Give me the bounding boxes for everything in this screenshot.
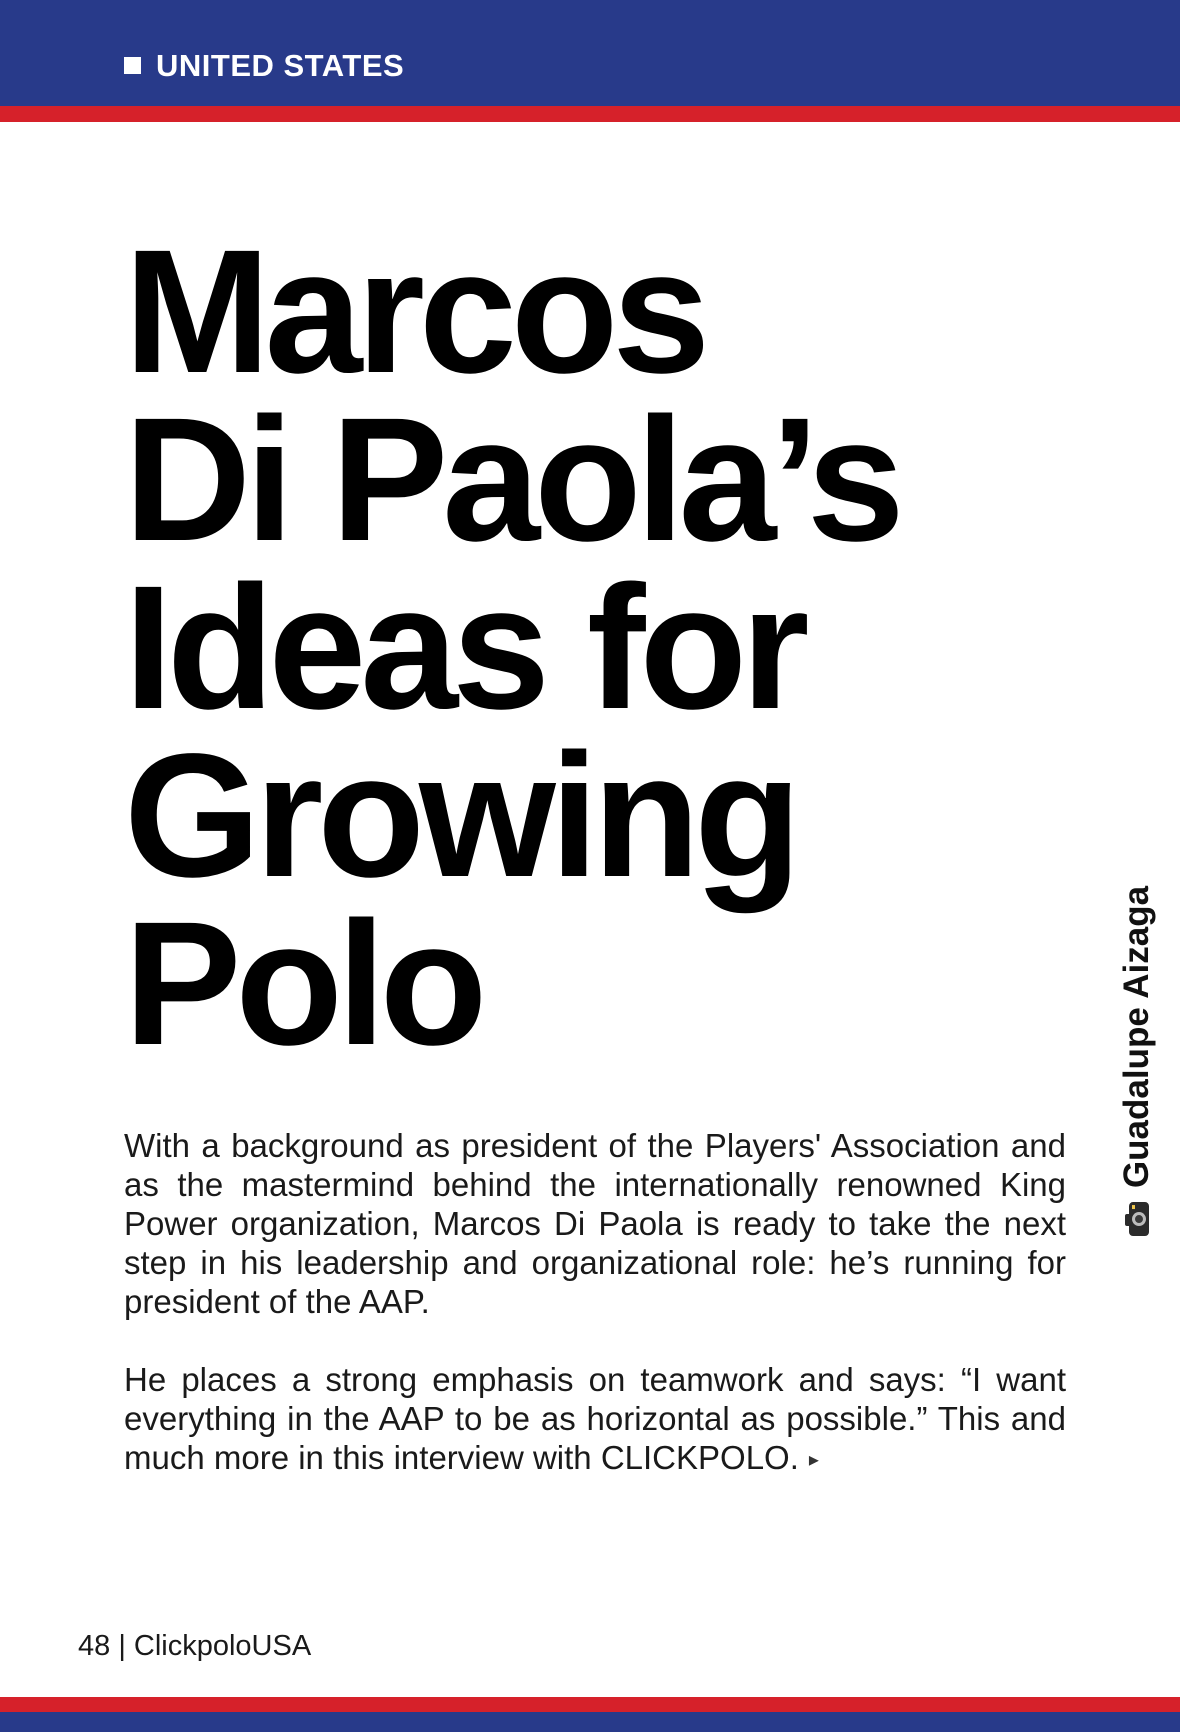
headline-line: Polo <box>124 886 482 1082</box>
page-footer: 48 | ClickpoloUSA <box>78 1630 312 1662</box>
footer-band <box>0 1712 1180 1732</box>
headline-line: Marcos <box>124 214 705 410</box>
square-bullet-icon <box>124 57 141 74</box>
headline-line: Ideas for <box>124 550 804 746</box>
header-red-stripe <box>0 106 1180 122</box>
footer-red-stripe <box>0 1697 1180 1712</box>
photo-credit <box>1117 886 1157 1238</box>
camera-icon <box>1123 1200 1151 1238</box>
intro-paragraph <box>124 1126 1066 1321</box>
article-headline <box>124 214 899 1082</box>
section-label: UNITED STATES <box>156 48 405 83</box>
intro-paragraph <box>124 1360 1066 1480</box>
section-tag <box>124 50 404 81</box>
article-intro <box>124 1126 1066 1519</box>
photographer-name: Guadalupe Aizaga <box>1117 885 1156 1189</box>
headline-line: Growing <box>124 718 796 914</box>
paragraph-text: With a background as president of the Players' Association and as the mastermind behind the internationally renowned King Power organization, Marcos Di Paola is ready to take the next step in his leadership and organizational role: he’s running for president of the AAP. <box>124 1127 1066 1320</box>
continue-arrow-icon: ▸ <box>808 1448 819 1471</box>
paragraph-text: He places a strong emphasis on teamwork and says: “I want everything in the AAP to be as horizontal as possible.” This and much more in this interview with CLICKPOLO. <box>124 1361 1066 1476</box>
headline-line: Di Paola’s <box>124 382 899 578</box>
